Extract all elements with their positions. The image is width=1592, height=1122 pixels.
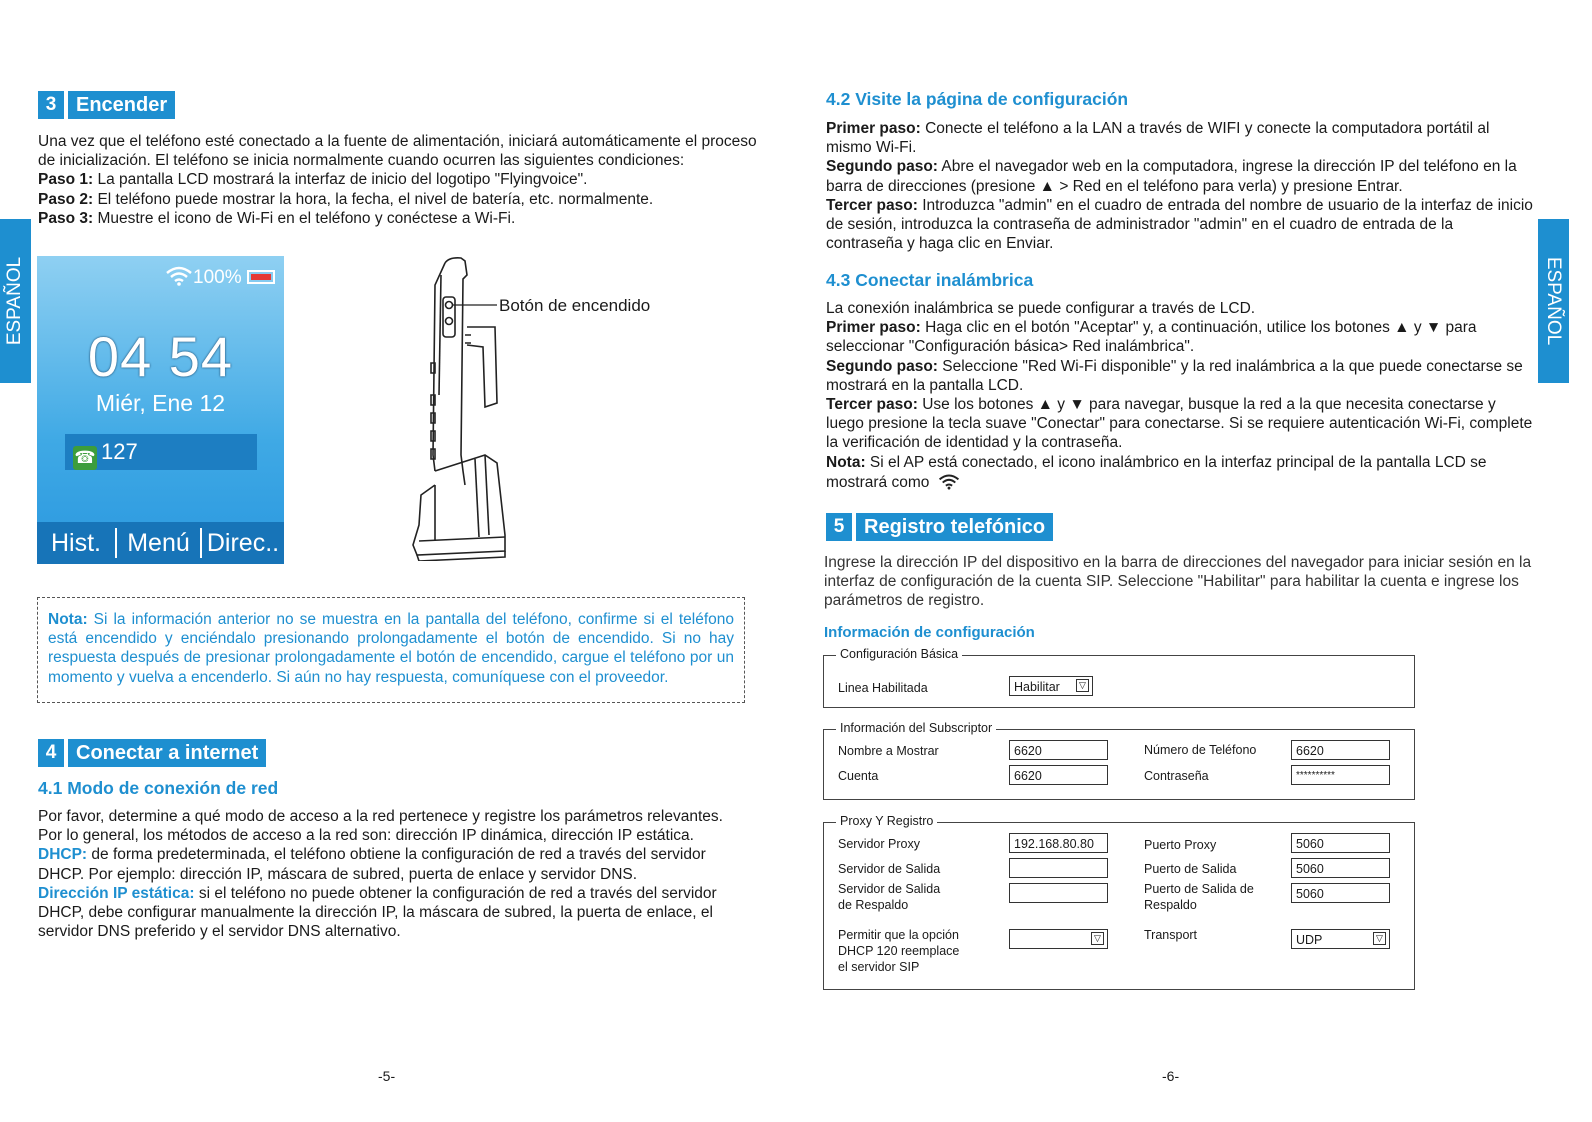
select-value: Habilitar (1014, 680, 1060, 694)
step-label: Paso 3: (38, 209, 94, 227)
outbound-server-input[interactable] (1009, 858, 1108, 878)
battery-icon (247, 270, 275, 284)
step-3 (38, 209, 778, 228)
password-input[interactable]: ********** (1291, 765, 1390, 785)
outbound-port-input[interactable]: 5060 (1291, 858, 1390, 878)
paragraph: Por favor, determine a qué modo de acceso a la red pertenece y registre los parámetros relevantes. (38, 808, 723, 825)
outbound-port-label: Puerto de Salida (1144, 862, 1237, 876)
proxy-server-input[interactable]: 192.168.80.80 (1009, 833, 1108, 853)
step-text: Haga clic en el botón "Aceptar" y, a continuación, utilice los botones ▲ y ▼ para seleccionar "Configuración básica> Red inalámbrica". (826, 319, 1477, 356)
lcd-softkey-bar (37, 522, 284, 564)
dhcp-label: DHCP: (38, 846, 88, 864)
transport-select[interactable] (1291, 929, 1390, 949)
label-line: Puerto de Salida de (1144, 882, 1254, 896)
step-label: Paso 1: (38, 171, 94, 189)
backup-outbound-server-input[interactable] (1009, 883, 1108, 903)
step (826, 196, 1534, 254)
step-text: Abre el navegador web en la computadora, ingrese la dirección IP del teléfono en la barra de direcciones (presione ▲ > Red en el teléfono para verla) y presione Entrar. (826, 158, 1517, 195)
note-body: Si la información anterior no se muestra en la pantalla del teléfono, confirme si el teléfono está encendido y enciéndalo presionando prolongadamente el botón de encendido. Si no hay respuesta después de presionar prolongadamente el botón de encendido, cargue el teléfono por un momento y vuelva a encenderlo. Si aún no hay respuesta, comuníquese con el proveedor. (48, 611, 734, 686)
step-label: Tercer paso: (826, 196, 918, 214)
page-number-left: -5- (378, 1068, 396, 1084)
section-number: 3 (38, 91, 64, 119)
line-enabled-select[interactable] (1009, 676, 1093, 696)
note-text: Si el AP está conectado, el icono inalámbrico en la interfaz principal de la pantalla LCD se mostrará como (826, 453, 1487, 491)
section-3-body (38, 132, 778, 228)
fieldset-legend: Proxy Y Registro (836, 814, 937, 828)
step-text: Muestre el icono de Wi-Fi en el teléfono y conéctese a Wi-Fi. (93, 209, 516, 227)
step-1 (38, 170, 778, 189)
dhcp-option-label (838, 927, 959, 975)
transport-label: Transport (1144, 928, 1198, 942)
label-line: Respaldo (1144, 898, 1197, 912)
softkey-menu: Menú (127, 528, 190, 557)
paragraph: Por lo general, los métodos de acceso a la red son: dirección IP dinámica, dirección IP estática. (38, 827, 694, 845)
lcd-account-line (65, 434, 257, 470)
note-label: Nota: (48, 611, 88, 628)
line-enabled-label: Linea Habilitada (838, 681, 928, 695)
config-info-title: Información de configuración (824, 624, 1035, 641)
step-label: Segundo paso: (826, 357, 938, 375)
paragraph: La conexión inalámbrica se puede configurar a través de LCD. (826, 300, 1256, 317)
section-5-body: Ingrese la dirección IP del dispositivo en la barra de direcciones del navegador para iniciar sesión en la interfaz de configuración de la cuenta SIP. Seleccione "Habilitar" para habilitar la cuenta e ingrese los parámetros de registro. (824, 554, 1532, 610)
dhcp-option-select[interactable] (1009, 929, 1108, 949)
step (826, 318, 1534, 356)
intro-text: Una vez que el teléfono esté conectado a la fuente de alimentación, iniciará automáticamente el proceso de inicialización. El teléfono se inicia normalmente cuando ocurren las siguientes condiciones: (38, 133, 757, 170)
side-tab-left (0, 219, 31, 383)
step-text: Use los botones ▲ y ▼ para navegar, busque la red a la que necesita conectarse y luego presione la tecla suave "Conectar" para conectarse. Si se requiere autenticación Wi-Fi, complete la verificación de identidad y la contraseña. (826, 396, 1533, 452)
phone-number-label: Número de Teléfono (1144, 743, 1257, 757)
step-text: Seleccione "Red Wi-Fi disponible" y la red inalámbrica a la que puede conectarse se mostrará en la pantalla LCD. (826, 357, 1523, 394)
step-text: El teléfono puede mostrar la hora, la fecha, el nivel de batería, etc. normalmente. (93, 190, 654, 208)
step-label: Tercer paso: (826, 396, 918, 414)
chevron-down-icon: ▽ (1091, 932, 1104, 945)
step-label: Paso 2: (38, 190, 94, 208)
section-4-3-body (826, 299, 1534, 492)
lcd-date: Miér, Ene 12 (95, 390, 226, 416)
fieldset-proxy-registration (823, 814, 1415, 990)
section-title: Registro telefónico (856, 513, 1053, 541)
section-title: Conectar a internet (68, 739, 266, 767)
step-label: Primer paso: (826, 319, 921, 337)
step (826, 395, 1534, 453)
power-button-callout: Botón de encendido (499, 296, 651, 315)
step-2 (38, 190, 778, 209)
side-tab-label: ESPAÑOL (1543, 256, 1565, 346)
softkey-directory: Direc.. (206, 528, 280, 557)
section-number: 5 (826, 513, 852, 541)
label-line: el servidor SIP (838, 960, 920, 974)
section-5-header (826, 513, 1053, 541)
softkey-hist: Hist. (51, 528, 101, 557)
section-4-header (38, 739, 266, 767)
proxy-port-input[interactable]: 5060 (1291, 833, 1390, 853)
proxy-server-label: Servidor Proxy (838, 837, 920, 851)
display-name-label: Nombre a Mostrar (838, 744, 939, 758)
chevron-down-icon: ▽ (1373, 932, 1386, 945)
password-label: Contraseña (1144, 769, 1209, 783)
backup-outbound-server-label (838, 881, 940, 913)
step-label: Segundo paso: (826, 158, 938, 176)
backup-outbound-port-input[interactable]: 5060 (1291, 883, 1390, 903)
subsection-4-2-title: 4.2 Visite la página de configuración (826, 89, 1129, 109)
side-tab-right (1538, 219, 1569, 383)
display-name-input[interactable]: 6620 (1009, 740, 1108, 760)
fieldset-legend: Configuración Básica (836, 647, 962, 661)
note-text (48, 610, 734, 687)
dhcp-text: de forma predeterminada, el teléfono obtiene la configuración de red a través del servidor DHCP. Por ejemplo: dirección IP, máscara de subred, puerta de enlace y servidor DNS. (38, 846, 706, 883)
phone-lcd-screen (37, 256, 284, 564)
static-ip-paragraph (38, 884, 748, 942)
chevron-down-icon: ▽ (1076, 679, 1089, 692)
fieldset-legend: Información del Subscriptor (836, 721, 996, 735)
step-text: Conecte el teléfono a la LAN a través de WIFI y conecte la computadora portátil al mismo Wi-Fi. (826, 120, 1490, 157)
fieldset-basic-config (823, 647, 1415, 708)
lcd-status-bar (165, 264, 275, 289)
step-label: Primer paso: (826, 120, 921, 137)
section-4-1-body (38, 807, 748, 941)
side-tab-label: ESPAÑOL (4, 256, 26, 346)
label-line: de Respaldo (838, 898, 909, 912)
step (826, 357, 1534, 395)
wifi-icon (165, 264, 193, 286)
subsection-4-3-title: 4.3 Conectar inalámbrica (826, 270, 1034, 290)
section-4-2-body (826, 119, 1534, 253)
account-label: Cuenta (838, 769, 879, 783)
outbound-server-label: Servidor de Salida (838, 862, 941, 876)
lcd-extension: 127 (101, 439, 138, 464)
phone-icon: ☎ (73, 446, 97, 470)
page-number-right: -6- (1162, 1068, 1180, 1084)
label-line: Permitir que la opción (838, 928, 959, 942)
step-text: Introduzca "admin" en el cuadro de entrada del nombre de usuario de la interfaz de inicio de sesión, introduzca la contraseña de administrador "admin" en el cuadro de entrada de la contraseña y haga clic en Enviar. (826, 196, 1533, 253)
section-number: 4 (38, 739, 64, 767)
note (826, 453, 1534, 492)
static-ip-text: si el teléfono no puede obtener la configuración de red a través del servidor DHCP, debe configurar manualmente la dirección IP, la máscara de subred, la puerta de enlace, el servidor DNS preferido y el servidor DNS alternativo. (38, 884, 717, 941)
subsection-4-1-title: 4.1 Modo de conexión de red (38, 778, 279, 798)
section-title: Encender (68, 91, 175, 119)
select-value: UDP (1296, 933, 1323, 947)
lcd-time: 04 54 (87, 325, 234, 388)
label-line: DHCP 120 reemplace (838, 944, 960, 958)
account-input[interactable]: 6620 (1009, 765, 1108, 785)
step (826, 157, 1534, 195)
lcd-battery-text: 100% (193, 267, 242, 288)
section-3-header (38, 91, 175, 119)
step (826, 119, 1534, 157)
step-text: La pantalla LCD mostrará la interfaz de inicio del logotipo "Flyingvoice". (93, 171, 588, 189)
backup-outbound-port-label (1144, 881, 1254, 913)
fieldset-subscriber-info (823, 721, 1415, 800)
dhcp-paragraph (38, 845, 748, 883)
proxy-port-label: Puerto Proxy (1144, 838, 1217, 852)
label-line: Servidor de Salida (838, 882, 941, 896)
note-box (37, 597, 745, 703)
note-label: Nota: (826, 453, 866, 471)
wifi-icon (938, 472, 960, 490)
phone-number-input[interactable]: 6620 (1291, 740, 1390, 760)
static-ip-label: Dirección IP estática: (38, 884, 195, 902)
